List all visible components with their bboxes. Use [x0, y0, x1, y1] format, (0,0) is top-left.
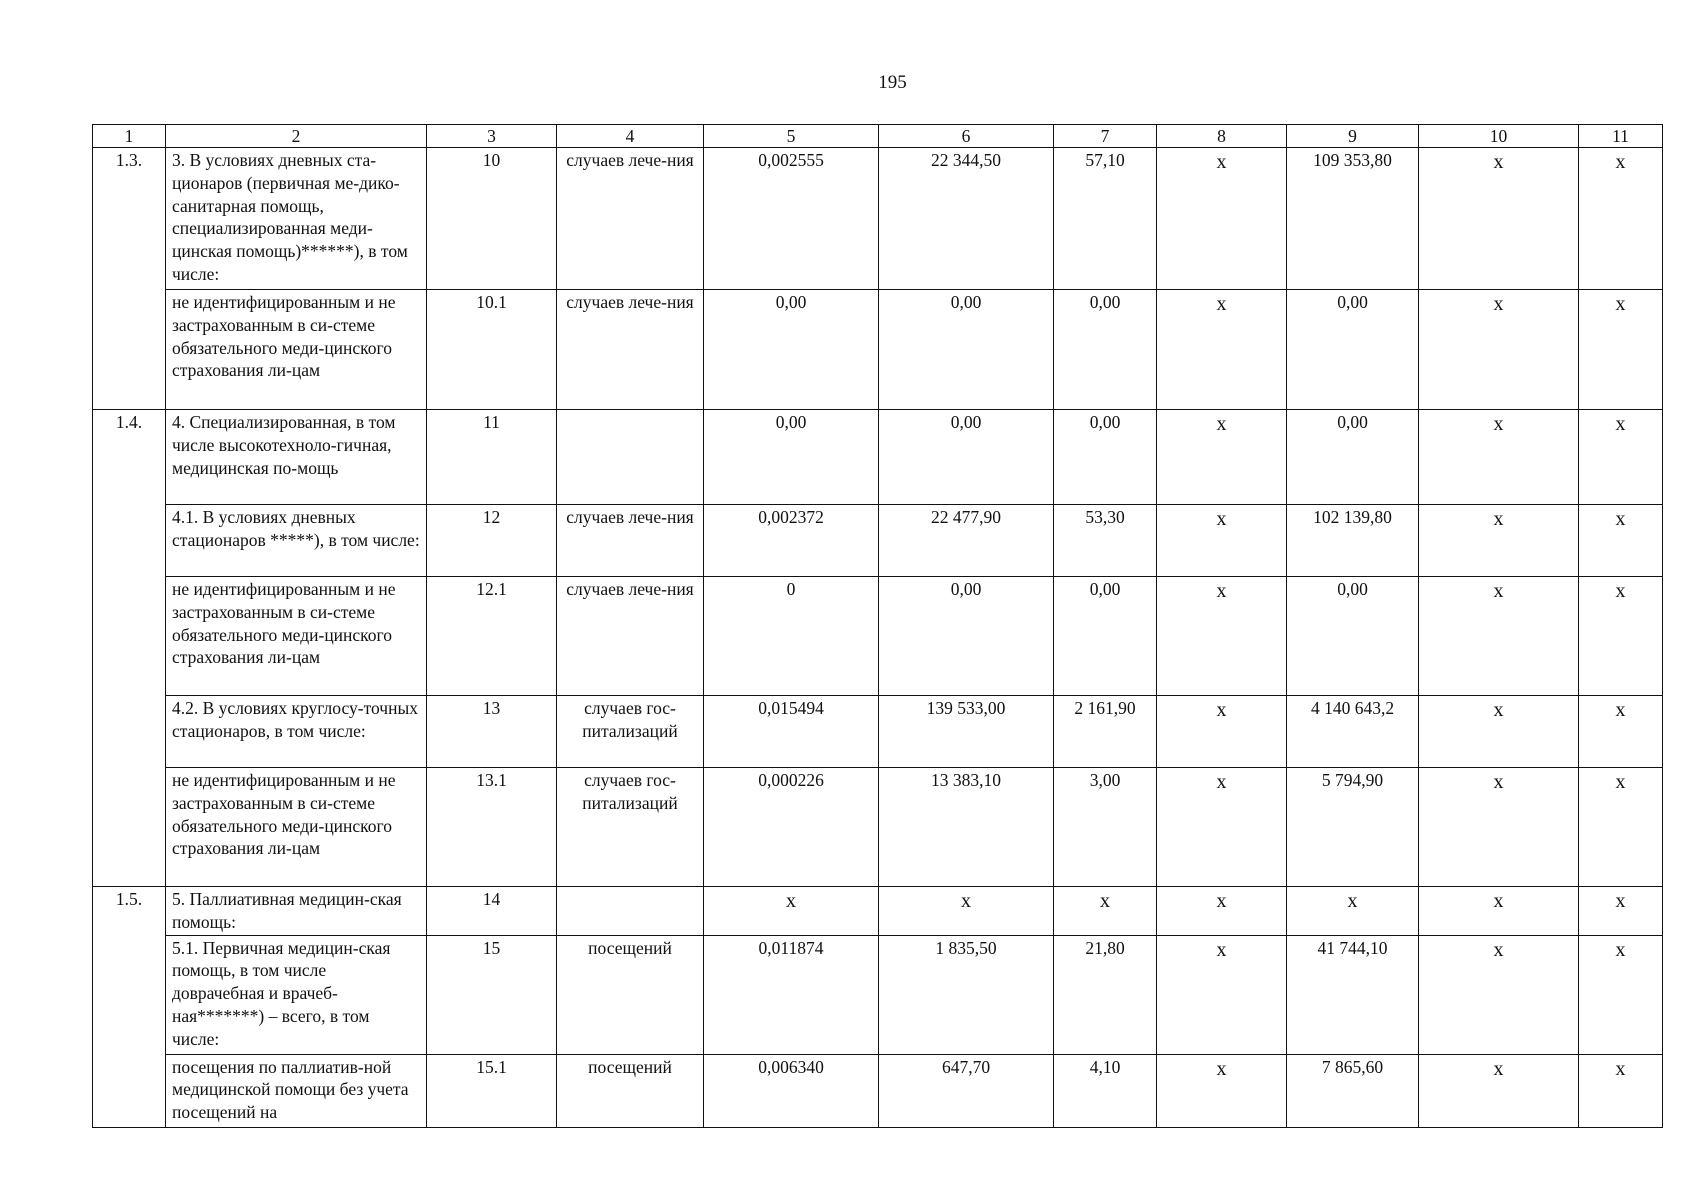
table-row: [93, 148, 1663, 290]
cell-col7: 2 161,90: [1054, 696, 1157, 768]
cell-col11: х: [1579, 148, 1663, 290]
cell-col9: 109 353,80: [1287, 148, 1419, 290]
cell-col10: х: [1419, 577, 1579, 696]
table-row: [93, 577, 1663, 696]
table-row: [93, 768, 1663, 887]
cell-col8: х: [1157, 577, 1287, 696]
cell-col6: 0,00: [879, 290, 1054, 410]
row-name: не идентифицированным и не застрахованным в си-стеме обязательного меди-цинского страхования ли-цам: [166, 290, 427, 410]
row-index: 1.4.: [93, 410, 166, 887]
column-header: 10: [1419, 125, 1579, 148]
cell-col5: 0,00: [704, 410, 879, 505]
cell-col6: 647,70: [879, 1054, 1054, 1127]
cell-col7: 3,00: [1054, 768, 1157, 887]
row-unit: посещений: [557, 935, 704, 1054]
cell-col8: х: [1157, 887, 1287, 936]
cell-col8: х: [1157, 1054, 1287, 1127]
cell-col8: х: [1157, 768, 1287, 887]
cell-col10: х: [1419, 768, 1579, 887]
column-header: 6: [879, 125, 1054, 148]
cell-col5: 0,015494: [704, 696, 879, 768]
row-code: 11: [427, 410, 557, 505]
cell-col6: 0,00: [879, 577, 1054, 696]
cell-col10: х: [1419, 887, 1579, 936]
cell-col6: 22 477,90: [879, 505, 1054, 577]
cell-col10: х: [1419, 505, 1579, 577]
column-header: 9: [1287, 125, 1419, 148]
cell-col9: 4 140 643,2: [1287, 696, 1419, 768]
table-row: [93, 1054, 1663, 1127]
row-index: 1.3.: [93, 148, 166, 410]
cell-col10: х: [1419, 290, 1579, 410]
cell-col9: 7 865,60: [1287, 1054, 1419, 1127]
cell-col9: 41 744,10: [1287, 935, 1419, 1054]
cell-col9: 0,00: [1287, 290, 1419, 410]
row-unit: случаев лече-ния: [557, 290, 704, 410]
cell-col10: х: [1419, 696, 1579, 768]
cell-col5: 0,002555: [704, 148, 879, 290]
cell-col5: 0,011874: [704, 935, 879, 1054]
cell-col8: х: [1157, 935, 1287, 1054]
cell-col6: х: [879, 887, 1054, 936]
cell-col6: 22 344,50: [879, 148, 1054, 290]
cell-col6: 1 835,50: [879, 935, 1054, 1054]
column-header: 4: [557, 125, 704, 148]
cell-col6: 0,00: [879, 410, 1054, 505]
table-row: [93, 505, 1663, 577]
table-row: [93, 696, 1663, 768]
cell-col10: х: [1419, 1054, 1579, 1127]
row-name: 5. Паллиативная медицин-ская помощь:: [166, 887, 427, 936]
column-header: 3: [427, 125, 557, 148]
row-unit: [557, 887, 704, 936]
cell-col5: 0: [704, 577, 879, 696]
cell-col5: 0,006340: [704, 1054, 879, 1127]
cell-col11: х: [1579, 577, 1663, 696]
page-number: 195: [878, 72, 907, 93]
row-code: 15: [427, 935, 557, 1054]
cell-col11: х: [1579, 505, 1663, 577]
column-header: 1: [93, 125, 166, 148]
row-code: 10: [427, 148, 557, 290]
cell-col5: 0,00: [704, 290, 879, 410]
table-row: [93, 410, 1663, 505]
cell-col9: 0,00: [1287, 410, 1419, 505]
cell-col9: 5 794,90: [1287, 768, 1419, 887]
row-code: 15.1: [427, 1054, 557, 1127]
table-row: [93, 887, 1663, 936]
row-name: 4.2. В условиях круглосу-точных стационаров, в том числе:: [166, 696, 427, 768]
cell-col11: х: [1579, 1054, 1663, 1127]
cell-col8: х: [1157, 410, 1287, 505]
row-code: 10.1: [427, 290, 557, 410]
cell-col7: 21,80: [1054, 935, 1157, 1054]
cell-col7: х: [1054, 887, 1157, 936]
cell-col7: 0,00: [1054, 410, 1157, 505]
cell-col6: 139 533,00: [879, 696, 1054, 768]
cell-col11: х: [1579, 935, 1663, 1054]
row-code: 13: [427, 696, 557, 768]
cell-col8: х: [1157, 290, 1287, 410]
row-unit: случаев лече-ния: [557, 148, 704, 290]
row-name: 4.1. В условиях дневных стационаров *****), в том числе:: [166, 505, 427, 577]
cell-col11: х: [1579, 768, 1663, 887]
cell-col9: 102 139,80: [1287, 505, 1419, 577]
column-header: 11: [1579, 125, 1663, 148]
cell-col7: 0,00: [1054, 577, 1157, 696]
cell-col6: 13 383,10: [879, 768, 1054, 887]
cell-col11: х: [1579, 410, 1663, 505]
cell-col11: х: [1579, 290, 1663, 410]
header-row: [93, 125, 1663, 148]
column-header: 8: [1157, 125, 1287, 148]
cell-col11: х: [1579, 887, 1663, 936]
row-unit: случаев лече-ния: [557, 577, 704, 696]
row-unit: [557, 410, 704, 505]
cell-col7: 4,10: [1054, 1054, 1157, 1127]
row-unit: случаев лече-ния: [557, 505, 704, 577]
cell-col5: х: [704, 887, 879, 936]
table-row: [93, 290, 1663, 410]
cell-col5: 0,000226: [704, 768, 879, 887]
row-name: не идентифицированным и не застрахованным в си-стеме обязательного меди-цинского страхования ли-цам: [166, 768, 427, 887]
cell-col8: х: [1157, 148, 1287, 290]
row-code: 12.1: [427, 577, 557, 696]
row-index: 1.5.: [93, 887, 166, 1128]
column-header: 7: [1054, 125, 1157, 148]
row-unit: посещений: [557, 1054, 704, 1127]
cell-col11: х: [1579, 696, 1663, 768]
row-unit: случаев гос-питализаций: [557, 696, 704, 768]
row-name: 5.1. Первичная медицин-ская помощь, в том числе доврачебная и врачеб-ная*******) – всего, в том числе:: [166, 935, 427, 1054]
row-unit: случаев гос-питализаций: [557, 768, 704, 887]
cell-col10: х: [1419, 148, 1579, 290]
row-code: 14: [427, 887, 557, 936]
cell-col10: х: [1419, 935, 1579, 1054]
table-row: [93, 935, 1663, 1054]
data-table: [92, 124, 1663, 1128]
row-name: 3. В условиях дневных ста-ционаров (первичная ме-дико-санитарная помощь, специализированная меди-цинская помощь)******), в том числе:: [166, 148, 427, 290]
row-name: посещения по паллиатив-ной медицинской помощи без учета посещений на: [166, 1054, 427, 1127]
cell-col9: 0,00: [1287, 577, 1419, 696]
cell-col7: 57,10: [1054, 148, 1157, 290]
column-header: 5: [704, 125, 879, 148]
cell-col8: х: [1157, 696, 1287, 768]
cell-col9: х: [1287, 887, 1419, 936]
row-name: не идентифицированным и не застрахованным в си-стеме обязательного меди-цинского страхования ли-цам: [166, 577, 427, 696]
cell-col10: х: [1419, 410, 1579, 505]
cell-col5: 0,002372: [704, 505, 879, 577]
cell-col8: х: [1157, 505, 1287, 577]
row-code: 13.1: [427, 768, 557, 887]
cell-col7: 53,30: [1054, 505, 1157, 577]
row-name: 4. Специализированная, в том числе высокотехноло-гичная, медицинская по-мощь: [166, 410, 427, 505]
column-header: 2: [166, 125, 427, 148]
cell-col7: 0,00: [1054, 290, 1157, 410]
row-code: 12: [427, 505, 557, 577]
